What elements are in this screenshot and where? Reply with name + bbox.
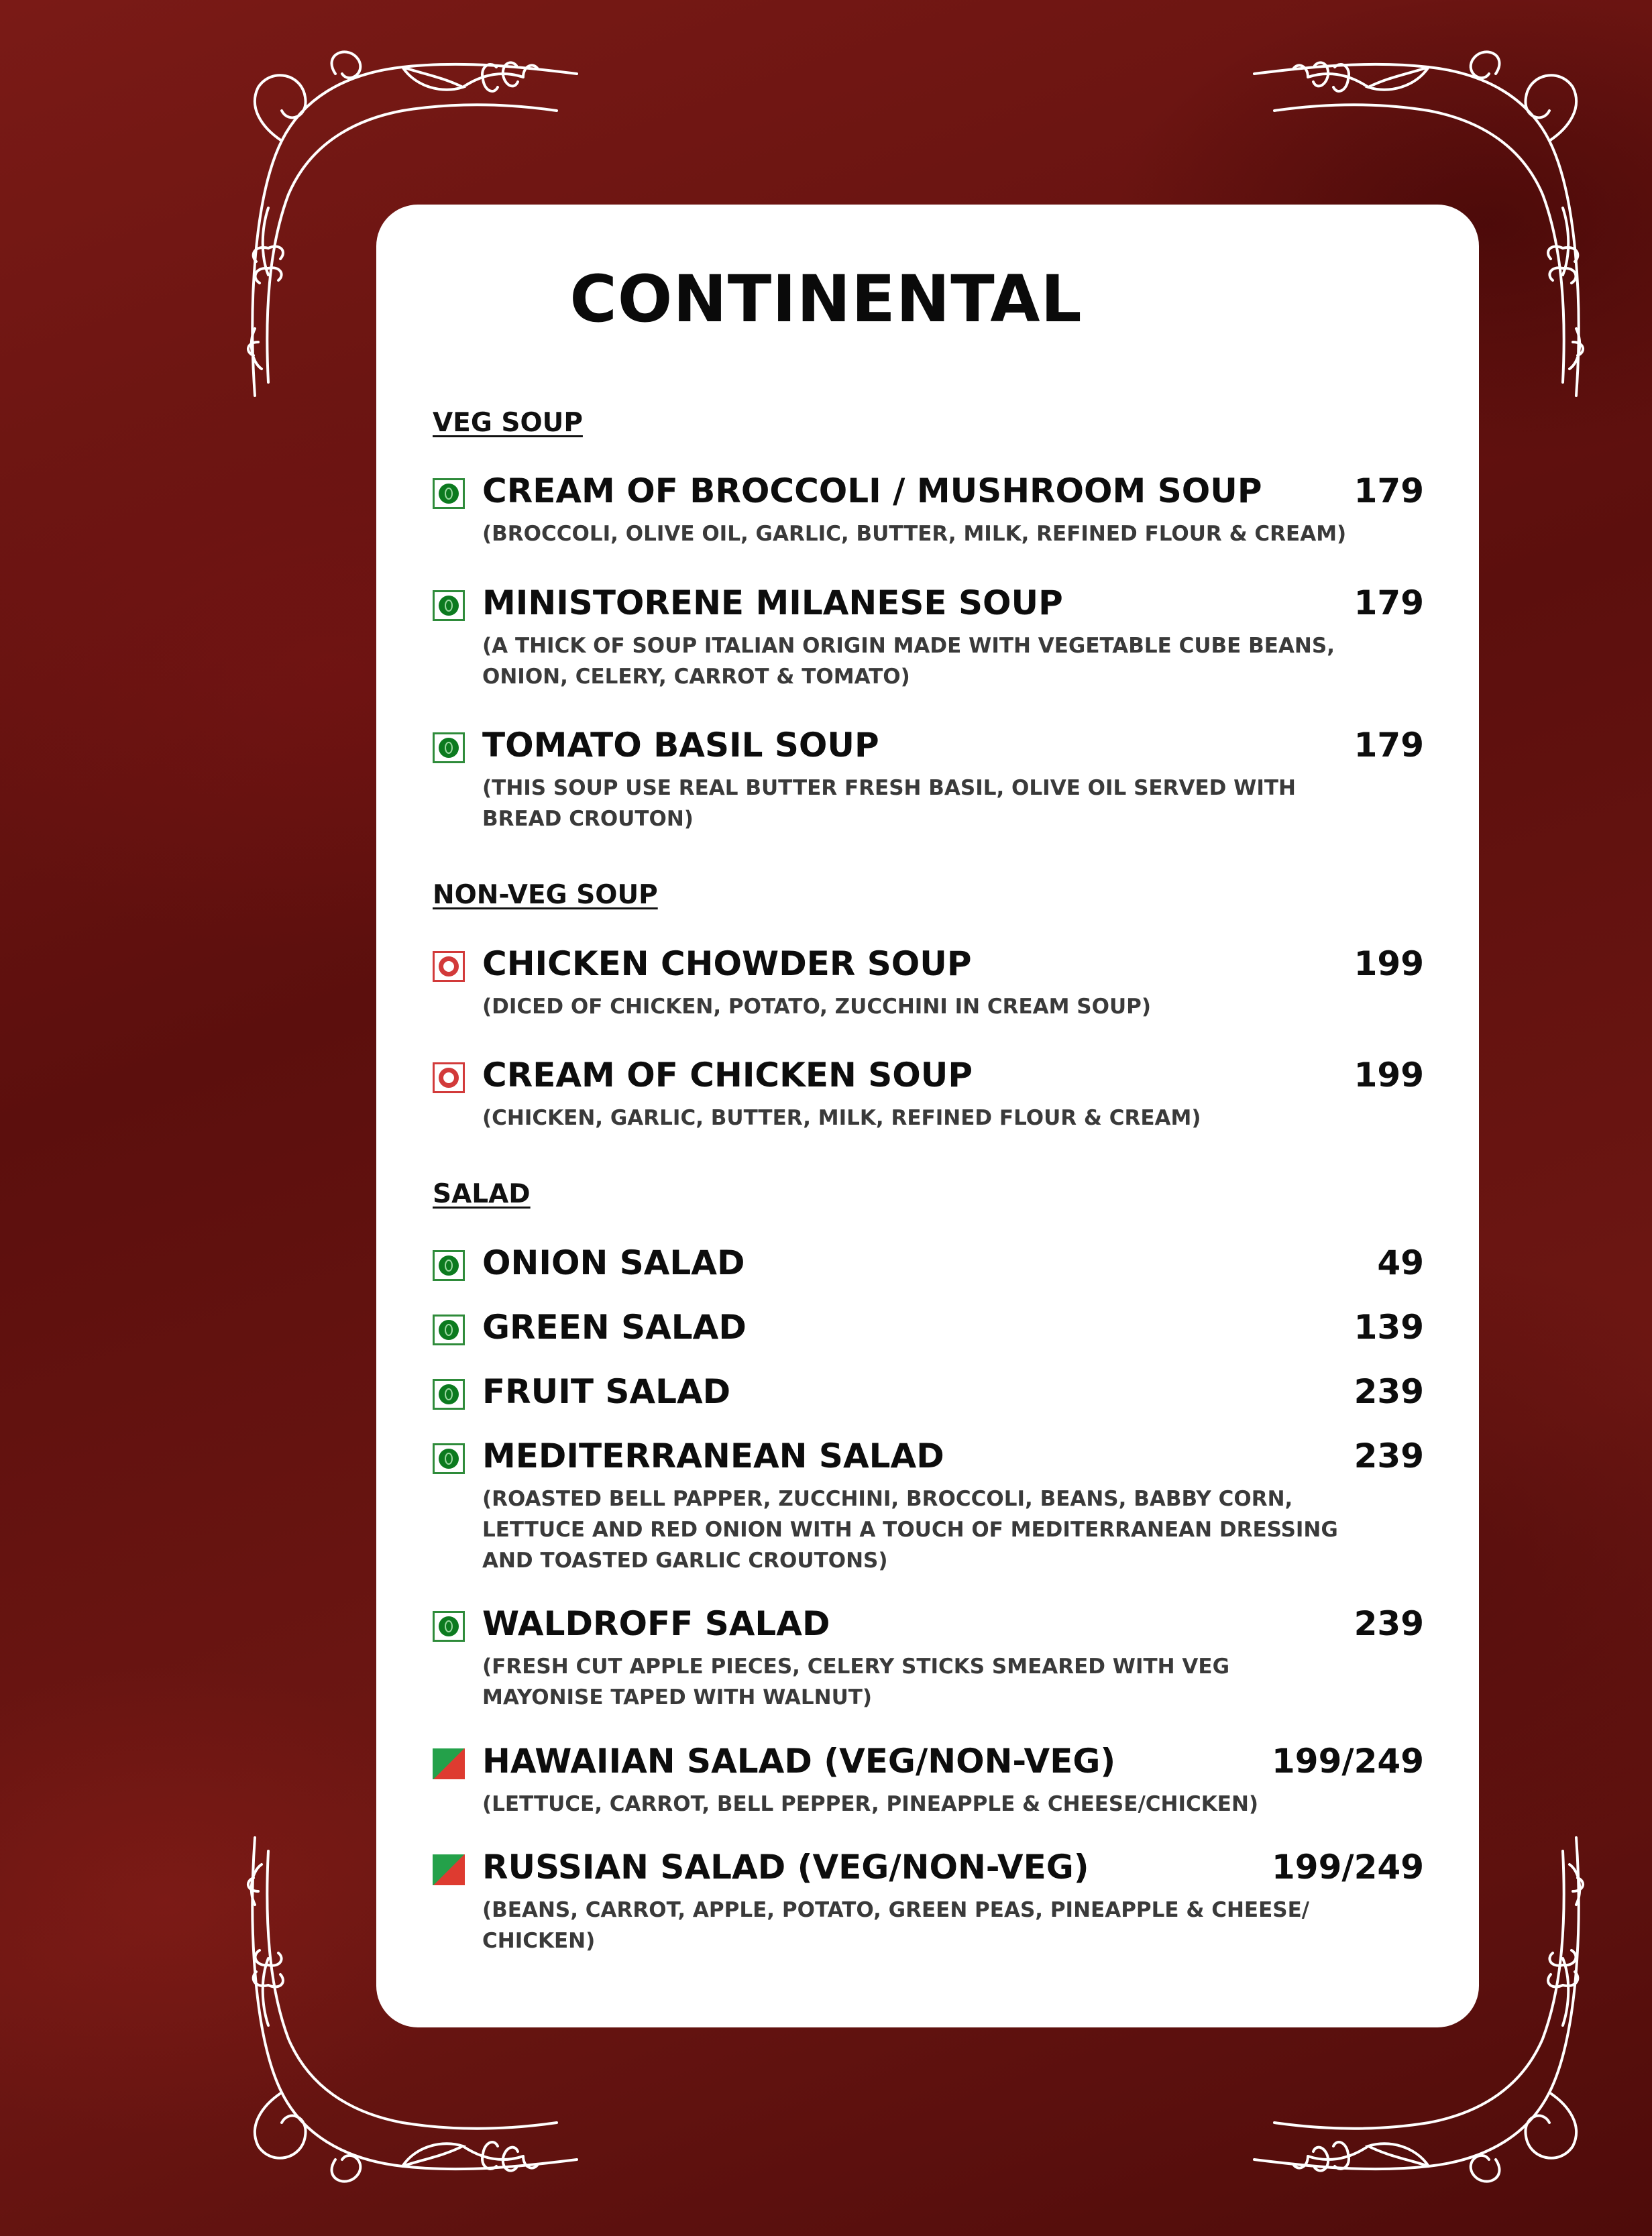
menu-item	[433, 726, 1424, 834]
item-name: GREEN SALAD	[482, 1308, 747, 1347]
page-title: CONTINENTAL	[569, 262, 1083, 337]
item-name: ONION SALAD	[482, 1243, 745, 1282]
item-price: 239	[1354, 1437, 1424, 1475]
veg-icon	[433, 1611, 465, 1642]
item-name: CHICKEN CHOWDER SOUP	[482, 944, 972, 983]
item-price: 199/249	[1271, 1848, 1424, 1887]
item-description: (CHICKEN, GARLIC, BUTTER, MILK, REFINED FLOUR & CREAM)	[482, 1106, 1201, 1130]
item-name: CREAM OF CHICKEN SOUP	[482, 1056, 973, 1095]
item-price: 199	[1354, 944, 1424, 983]
menu-item	[433, 1604, 1424, 1713]
menu-item	[433, 1308, 1424, 1349]
item-description: (A THICK OF SOUP ITALIAN ORIGIN MADE WITH VEGETABLE CUBE BEANS, ONION, CELERY, CARROT & TOMATO)	[482, 634, 1335, 689]
item-description: (ROASTED BELL PAPPER, ZUCCHINI, BROCCOLI, BEANS, BABBY CORN, LETTUCE AND RED ONION WITH A TOUCH OF MEDITERRANEAN DRESSING AND TOASTED GARLIC CROUTONS)	[482, 1487, 1338, 1573]
item-description: (LETTUCE, CARROT, BELL PEPPER, PINEAPPLE & CHEESE/CHICKEN)	[482, 1792, 1259, 1816]
veg-icon	[433, 1379, 465, 1410]
item-description: (BEANS, CARROT, APPLE, POTATO, GREEN PEAS, PINEAPPLE & CHEESE/ CHICKEN)	[482, 1898, 1310, 1953]
item-price: 179	[1354, 726, 1424, 765]
veg-icon	[433, 1443, 465, 1474]
veg-icon	[433, 590, 465, 621]
item-name: WALDROFF SALAD	[482, 1604, 830, 1643]
item-name: MINISTORENE MILANESE SOUP	[482, 583, 1063, 622]
menu-item	[433, 1848, 1424, 1956]
item-price: 199/249	[1271, 1742, 1424, 1781]
item-price: 139	[1354, 1308, 1424, 1347]
menu-item	[433, 1372, 1424, 1414]
item-price: 199	[1354, 1056, 1424, 1095]
section-heading-veg-soup: VEG SOUP	[433, 408, 583, 438]
item-description: (THIS SOUP USE REAL BUTTER FRESH BASIL, OLIVE OIL SERVED WITH BREAD CROUTON)	[482, 776, 1296, 831]
menu-item	[433, 471, 1424, 549]
item-name: TOMATO BASIL SOUP	[482, 726, 879, 765]
item-name: FRUIT SALAD	[482, 1372, 731, 1411]
menu-item	[433, 1437, 1424, 1576]
veg-icon	[433, 732, 465, 763]
item-description: (DICED OF CHICKEN, POTATO, ZUCCHINI IN CREAM SOUP)	[482, 995, 1152, 1019]
item-price: 49	[1377, 1243, 1424, 1282]
item-name: MEDITERRANEAN SALAD	[482, 1437, 944, 1475]
veg-non-veg-icon	[433, 1854, 465, 1885]
section-heading-non-veg-soup: NON-VEG SOUP	[433, 880, 658, 910]
veg-non-veg-icon	[433, 1748, 465, 1779]
item-price: 239	[1354, 1372, 1424, 1411]
veg-icon	[433, 1315, 465, 1345]
section-heading-salad: SALAD	[433, 1179, 531, 1209]
menu-item	[433, 583, 1424, 692]
item-description: (FRESH CUT APPLE PIECES, CELERY STICKS SMEARED WITH VEG MAYONISE TAPED WITH WALNUT)	[482, 1655, 1230, 1710]
menu-item	[433, 944, 1424, 1022]
item-name: CREAM OF BROCCOLI / MUSHROOM SOUP	[482, 471, 1262, 510]
item-description: (BROCCOLI, OLIVE OIL, GARLIC, BUTTER, MILK, REFINED FLOUR & CREAM)	[482, 522, 1347, 546]
menu-item	[433, 1742, 1424, 1820]
item-name: HAWAIIAN SALAD (VEG/NON-VEG)	[482, 1742, 1116, 1781]
item-name: RUSSIAN SALAD (VEG/NON-VEG)	[482, 1848, 1089, 1887]
item-price: 179	[1354, 583, 1424, 622]
veg-icon	[433, 478, 465, 509]
veg-icon	[433, 1250, 465, 1281]
menu-item	[433, 1243, 1424, 1285]
non-veg-icon	[433, 1062, 465, 1093]
menu-item	[433, 1056, 1424, 1133]
item-price: 239	[1354, 1604, 1424, 1643]
item-price: 179	[1354, 471, 1424, 510]
non-veg-icon	[433, 951, 465, 982]
